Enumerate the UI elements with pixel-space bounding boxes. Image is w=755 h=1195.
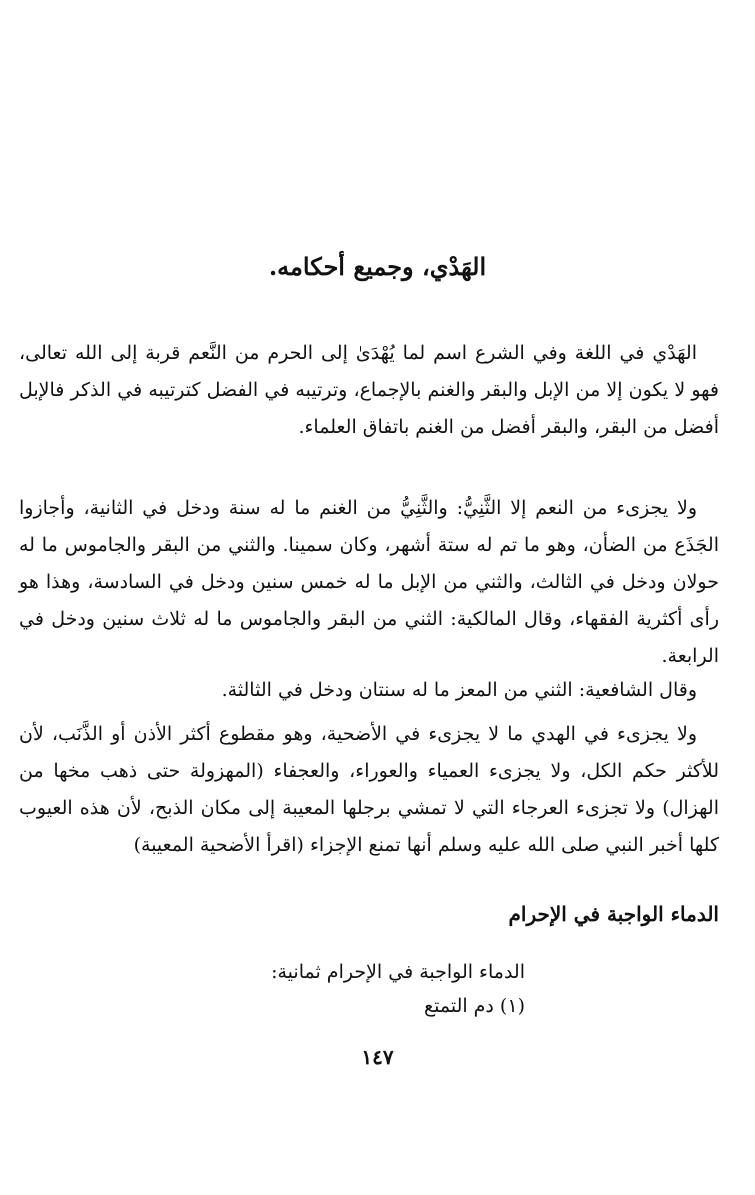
paragraph-text: الهَدْي في اللغة وفي الشرع اسم لما يُهْدَىٰ إلى الحرم من النَّعم قربة إلى الله تعالى، فهو لا يكون إلا من الإبل والبقر والغنم بالإجماع، وترتيبه في الفضل كترتيبه في الذكر فالإبل أفضل من البقر، والبقر أفضل من الغنم باتفاق العلماء. <box>19 342 719 438</box>
section-title: الهَدْي، وجميع أحكامه. <box>268 252 487 281</box>
paragraph-text: ولا يجزىء في الهدي ما لا يجزىء في الأضحية، وهو مقطوع أكثر الأذن أو الذَّنَب، لأن للأكثر حكم الكل، ولا يجزىء العمياء والعوراء، والعجفاء (المهزولة حتى ذهب مخها من الهزال) ولا تجزىء العرجاء التي لا تمشي برجلها المعيبة إلى مكان الذبح، لأن هذه العيوب كلها أخبر النبي صلى الله عليه وسلم أنها تمنع الإجزاء (اقرأ الأضحية المعيبة) <box>19 723 719 856</box>
paragraph-shafii-opinion <box>19 672 719 709</box>
obligatory-blood-list <box>75 955 525 1023</box>
paragraph-hady-definition <box>19 335 719 446</box>
list-item: (١) دم التمتع <box>424 995 525 1017</box>
paragraph-defects <box>19 716 719 864</box>
paragraph-text: وقال الشافعية: الثني من المعز ما له سنتان ودخل في الثالثة. <box>221 679 697 701</box>
paragraph-text: ولا يجزىء من النعم إلا الثَّنِيُّ: والثَّنِيُّ من الغنم ما له سنة ودخل في الثانية، وأجازوا الجَذَع من الضأن، وهو ما تم له ستة أشهر، وكان سمينا. والثني من البقر والجاموس ما له حولان ودخل في الثالث، والثني من الإبل ما له خمس سنين ودخل في السادسة، وهذا هو رأى أكثرية الفقهاء، وقال المالكية: الثني من البقر والجاموس ما له ثلاث سنين ودخل في الرابعة. <box>19 497 719 667</box>
list-intro: الدماء الواجبة في الإحرام ثمانية: <box>271 961 525 983</box>
page-number: ١٤٧ <box>361 1045 394 1069</box>
subheading-obligatory-blood: الدماء الواجبة في الإحرام <box>508 902 719 926</box>
paragraph-thani-age <box>19 490 719 675</box>
